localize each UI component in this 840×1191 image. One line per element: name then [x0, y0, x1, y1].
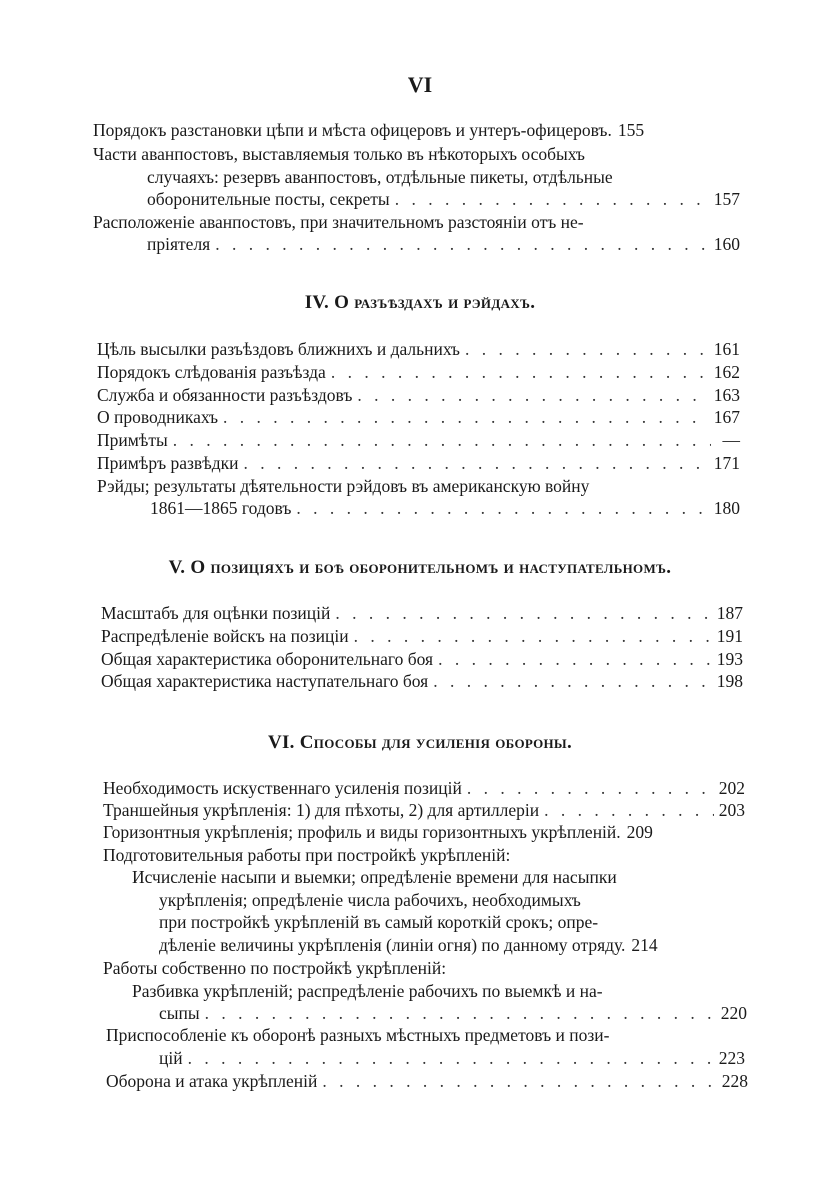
entry-text: пріятеля	[147, 234, 211, 254]
toc-entry	[150, 497, 740, 519]
entry-page: 203	[718, 800, 745, 820]
toc-entry	[101, 625, 743, 647]
entry-page: 220	[720, 1003, 747, 1023]
entry-text: оборонительные посты, секреты	[147, 189, 390, 209]
entry-page: 160	[713, 234, 740, 254]
entry-text: Подготовительныя работы при постройкѣ укрѣпленій:	[103, 845, 511, 865]
entry-text: Работы собственно по постройкѣ укрѣпленій:	[103, 958, 447, 978]
leader-dots	[467, 777, 714, 799]
leader-dots	[433, 670, 712, 692]
entry-text: Необходимость искуственнаго усиленія позицій	[103, 778, 462, 798]
section-title-vi: VI. Способы для усиленія обороны.	[267, 732, 573, 753]
entry-text: Служба и обязанности разъѣздовъ	[97, 385, 353, 405]
entry-text: Примѣръ развѣдки	[97, 453, 239, 473]
entry-text: Части аванпостовъ, выставляемыя только въ нѣкоторыхъ особыхъ	[93, 144, 585, 164]
leader-dots	[215, 233, 709, 255]
toc-entry	[103, 799, 745, 821]
toc-entry-line	[97, 475, 707, 497]
entry-page: 180	[713, 498, 740, 518]
toc-entry	[97, 361, 740, 383]
entry-text: Цѣль высылки разъѣздовъ ближнихъ и дальнихъ	[97, 339, 460, 359]
entry-text: Общая характеристика оборонительнаго боя	[101, 649, 434, 669]
toc-entry	[101, 648, 743, 670]
entry-text: Разбивка укрѣпленій; распредѣленіе рабочихъ по выемкѣ и на-	[132, 981, 603, 1001]
entry-page: 193	[716, 649, 743, 669]
toc-entry	[97, 384, 740, 406]
entry-text: Общая характеристика наступательнаго боя	[101, 671, 429, 691]
toc-entry-line	[159, 911, 712, 933]
entry-page: 187	[716, 603, 743, 623]
toc-subheading	[103, 957, 446, 979]
toc-entry-line	[132, 866, 712, 888]
entry-text: цій	[159, 1048, 183, 1068]
entry-text: Рэйды; результаты дѣятельности рэйдовъ въ американскую войну	[97, 476, 590, 496]
entry-page: 228	[721, 1071, 748, 1091]
leader-dots	[395, 188, 709, 210]
toc-entry	[97, 406, 740, 428]
entry-text: Порядокъ слѣдованія разъѣзда	[97, 362, 326, 382]
entry-text: Порядокъ разстановки цѣпи и мѣста офицеровъ и унтеръ-офицеровъ.	[93, 120, 612, 140]
section-title-iv: IV. О разъѣздахъ и рэйдахъ.	[304, 292, 536, 313]
leader-dots	[354, 625, 712, 647]
entry-page: 209	[626, 822, 653, 842]
entry-page: 155	[617, 120, 645, 140]
entry-page: 162	[713, 362, 740, 382]
leader-dots	[296, 497, 708, 519]
toc-entry	[93, 119, 741, 141]
toc-entry	[101, 670, 743, 692]
leader-dots	[544, 799, 714, 821]
entry-text: сыпы	[159, 1003, 200, 1023]
entry-page: —	[722, 430, 740, 450]
toc-entry-line	[147, 166, 698, 188]
entry-text: Расположеніе аванпостовъ, при значительномъ разстояніи отъ не-	[93, 212, 584, 232]
entry-page: 202	[718, 778, 745, 798]
entry-page: 214	[631, 935, 658, 955]
entry-text: Горизонтныя укрѣпленія; профиль и виды горизонтныхъ укрѣпленій.	[103, 822, 621, 842]
entry-text: случаяхъ: резервъ аванпостовъ, отдѣльные пикеты, отдѣльные	[147, 167, 613, 187]
leader-dots	[243, 452, 708, 474]
entry-page: 191	[716, 626, 743, 646]
entry-page: 171	[713, 453, 740, 473]
entry-text: при постройкѣ укрѣпленій въ самый короткій срокъ; опре-	[159, 912, 599, 932]
toc-entry-line	[93, 211, 698, 233]
entry-text: укрѣпленія; опредѣленіе числа рабочихъ, необходимыхъ	[159, 890, 581, 910]
entry-text: Распредѣленіе войскъ на позиціи	[101, 626, 349, 646]
toc-entry	[159, 1002, 747, 1024]
leader-dots	[205, 1002, 716, 1024]
leader-dots	[331, 361, 709, 383]
entry-page: 223	[718, 1048, 745, 1068]
toc-entry	[159, 1047, 745, 1069]
leader-dots	[322, 1070, 716, 1092]
toc-entry	[147, 233, 740, 255]
toc-entry	[103, 777, 745, 799]
section-title-v: V. О позиціяхъ и боѣ оборонительномъ и наступательномъ.	[168, 557, 672, 578]
toc-entry	[97, 452, 740, 474]
leader-dots	[223, 406, 709, 428]
toc-entry	[106, 1070, 748, 1092]
leader-dots	[357, 384, 708, 406]
toc-entry	[103, 821, 748, 843]
leader-dots	[465, 338, 709, 360]
toc-entry	[97, 338, 740, 360]
entry-page: 161	[713, 339, 740, 359]
toc-entry-line	[93, 143, 698, 165]
entry-text: дѣленіе величины укрѣпленія (линіи огня) по данному отряду.	[159, 935, 626, 955]
entry-text: Масштабъ для оцѣнки позицій	[101, 603, 331, 623]
entry-text: О проводникахъ	[97, 407, 219, 427]
toc-entry	[147, 188, 740, 210]
leader-dots	[438, 648, 712, 670]
toc-entry	[101, 602, 743, 624]
toc-entry	[97, 429, 740, 451]
entry-text: Исчисленіе насыпи и выемки; опредѣленіе времени для насыпки	[132, 867, 617, 887]
entry-page: 198	[716, 671, 743, 691]
entry-text: Оборона и атака укрѣпленій	[106, 1071, 318, 1091]
page-number-header: VI	[407, 72, 433, 97]
toc-subheading	[103, 844, 510, 866]
leader-dots	[335, 602, 711, 624]
entry-text: 1861—1865 годовъ	[150, 498, 292, 518]
toc-entry-line	[159, 889, 712, 911]
entry-text: Приспособленіе къ оборонѣ разныхъ мѣстныхъ предметовъ и пози-	[106, 1025, 610, 1045]
entry-text: Примѣты	[97, 430, 168, 450]
entry-text: Траншейныя укрѣпленія: 1) для пѣхоты, 2) для артиллеріи	[103, 800, 540, 820]
entry-page: 163	[713, 385, 740, 405]
entry-page: 167	[713, 407, 740, 427]
entry-page: 157	[713, 189, 740, 209]
toc-entry-line	[132, 980, 712, 1002]
toc-entry-line	[106, 1024, 712, 1046]
toc-entry	[159, 934, 749, 956]
leader-dots	[188, 1047, 714, 1069]
leader-dots	[173, 429, 711, 451]
